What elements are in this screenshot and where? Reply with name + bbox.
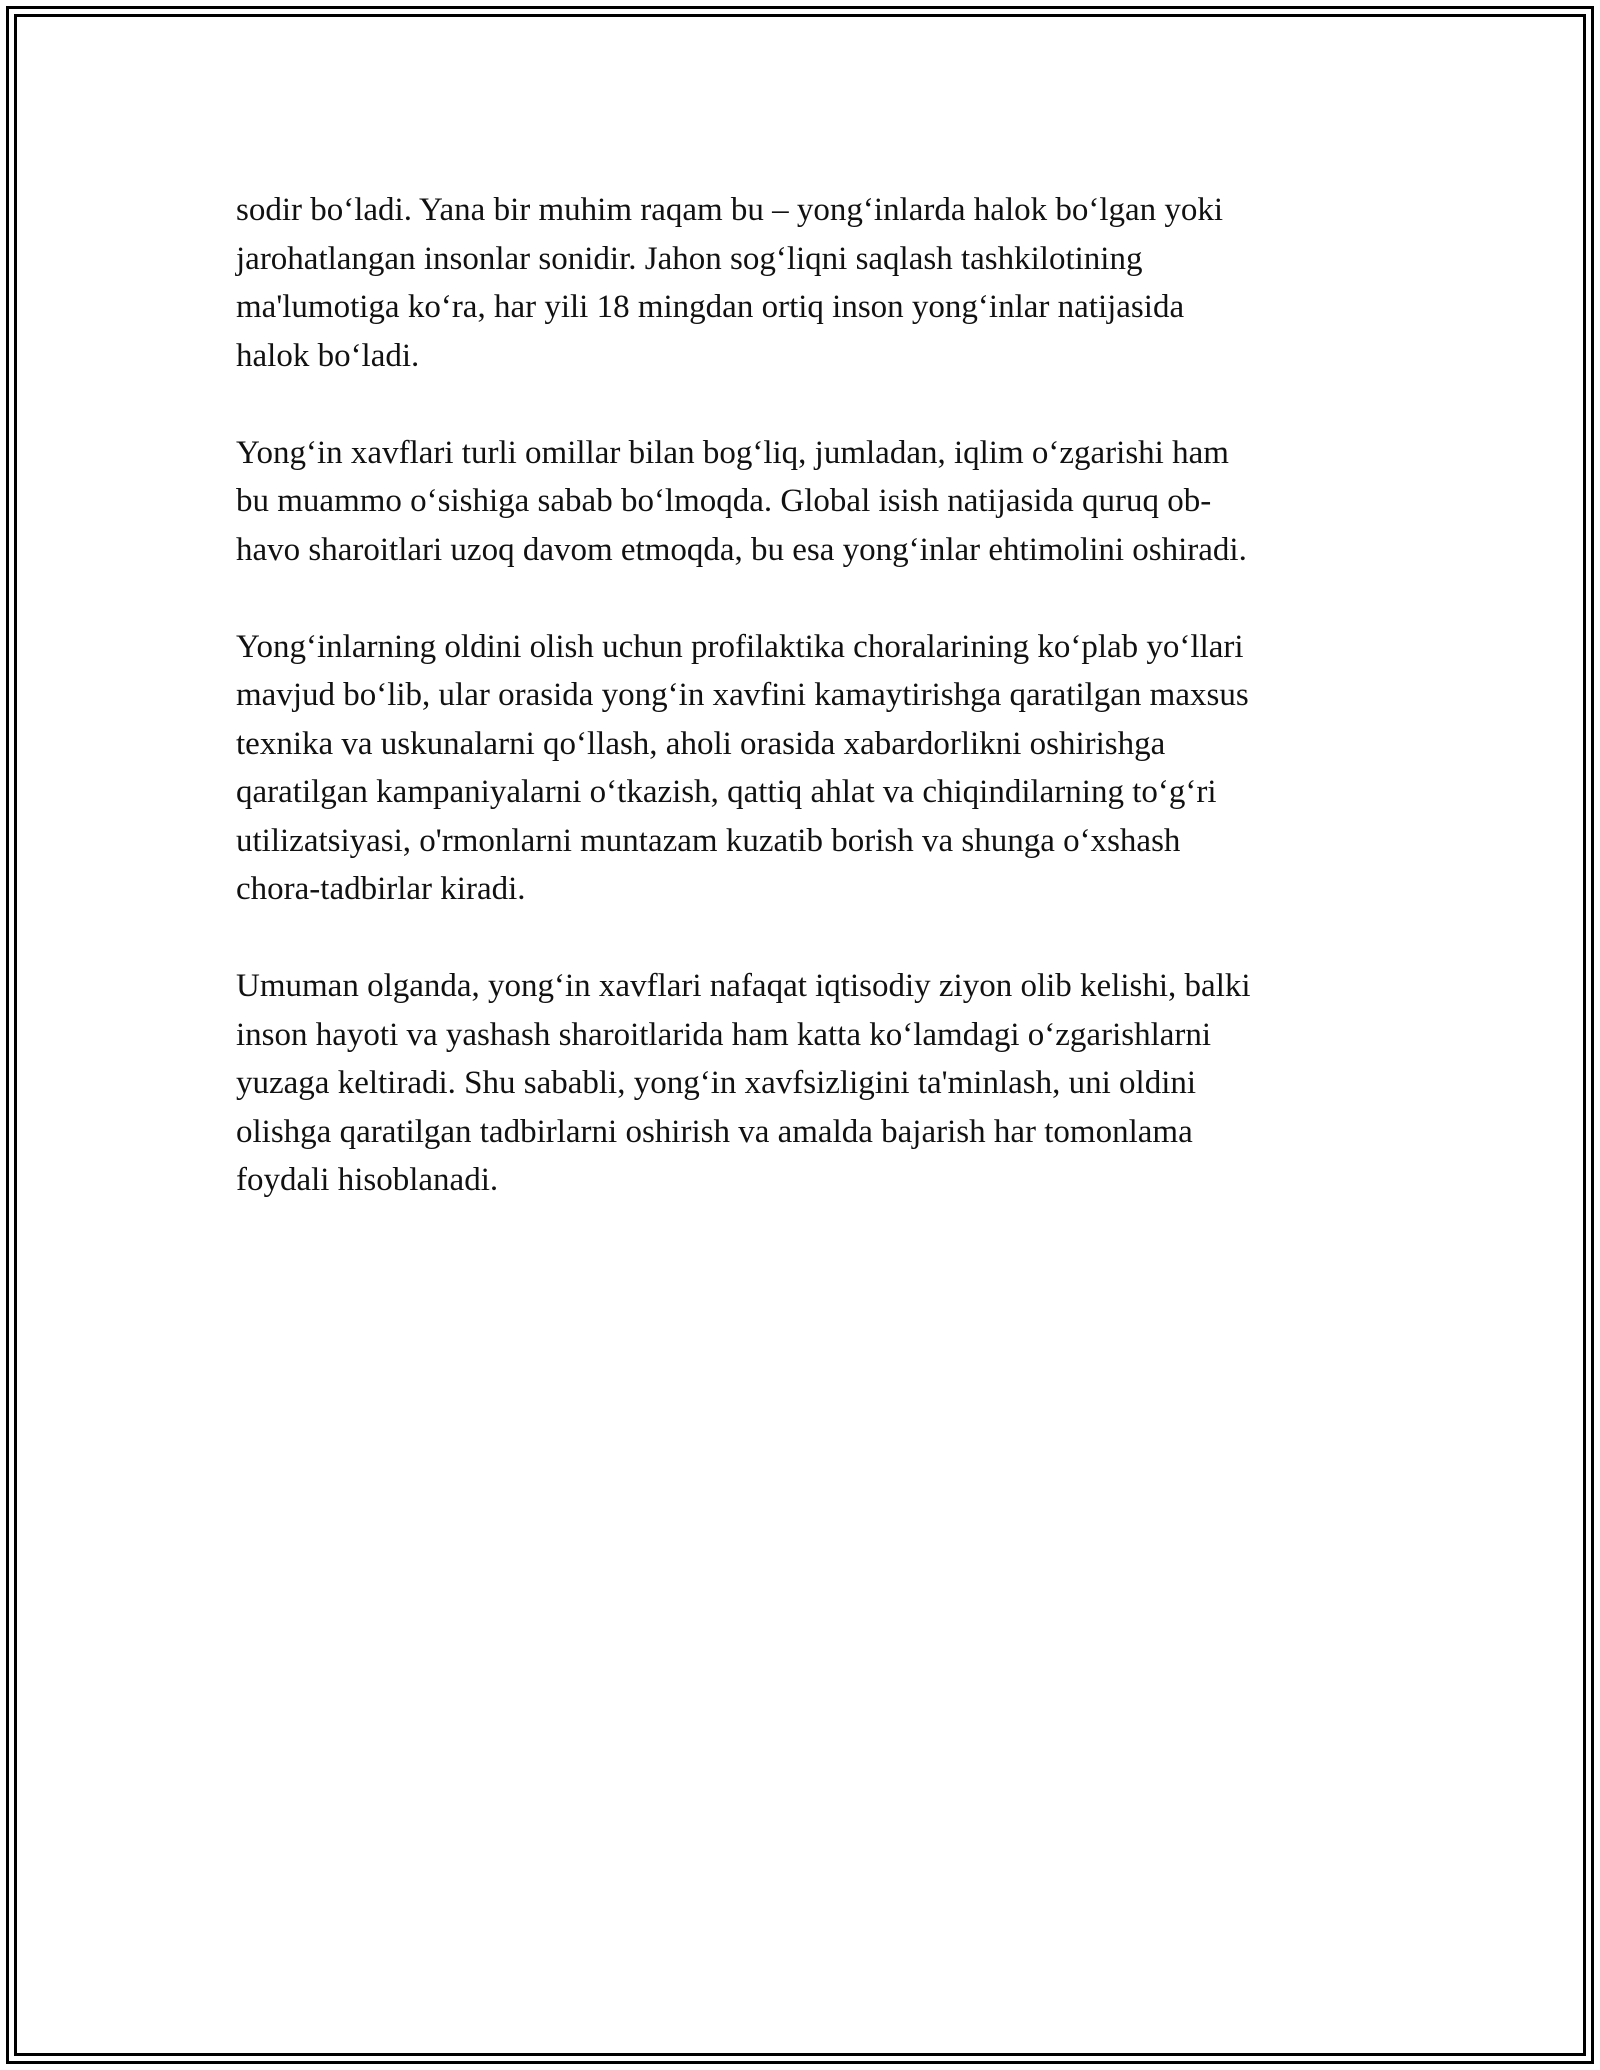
paragraph-1 (236, 186, 1376, 380)
paragraph-line: jarohatlangan insonlar sonidir. Jahon sog‘liqni saqlash tashkilotining (236, 240, 1143, 277)
document-body (236, 186, 1376, 1253)
paragraph-line: Yong‘inlarning oldini olish uchun profilaktika choralarining ko‘plab yo‘llari (236, 628, 1244, 665)
paragraph-line: Umuman olganda, yong‘in xavflari nafaqat iqtisodiy ziyon olib kelishi, balki (236, 968, 1251, 1004)
paragraph-4 (236, 962, 1376, 1205)
paragraph-line: havo sharoitlari uzoq davom etmoqda, bu esa yong‘inlar ehtimolini oshiradi. (236, 531, 1247, 568)
paragraph-line: inson hayoti va yashash sharoitlarida ham katta ko‘lamdagi o‘zgarishlarni (236, 1016, 1212, 1053)
paragraph-3 (236, 623, 1376, 914)
paragraph-line: sodir bo‘ladi. Yana bir muhim raqam bu – yong‘inlarda halok bo‘lgan yoki (236, 192, 1224, 228)
paragraph-2 (236, 429, 1376, 575)
paragraph-line: bu muammo o‘sishiga sabab bo‘lmoqda. Global isish natijasida quruq ob- (236, 483, 1212, 519)
paragraph-line: ma'lumotiga ko‘ra, har yili 18 mingdan ortiq inson yong‘inlar natijasida (236, 289, 1185, 325)
paragraph-line: utilizatsiyasi, o'rmonlarni muntazam kuzatib borish va shunga o‘xshash (236, 822, 1181, 859)
paragraph-line: yuzaga keltiradi. Shu sababli, yong‘in xavfsizligini ta'minlash, uni oldini (236, 1065, 1197, 1101)
paragraph-line: olishga qaratilgan tadbirlarni oshirish va amalda bajarish har tomonlama (236, 1113, 1193, 1150)
paragraph-line: chora-tadbirlar kiradi. (236, 871, 526, 907)
paragraph-line: Yong‘in xavflari turli omillar bilan bog‘liq, jumladan, iqlim o‘zgarishi ham (236, 434, 1229, 471)
paragraph-line: foydali hisoblanadi. (236, 1162, 499, 1198)
paragraph-line: halok bo‘ladi. (236, 337, 420, 374)
paragraph-line: qaratilgan kampaniyalarni o‘tkazish, qattiq ahlat va chiqindilarning to‘g‘ri (236, 774, 1217, 810)
paragraph-line: mavjud bo‘lib, ular orasida yong‘in xavfini kamaytirishga qaratilgan maxsus (236, 677, 1249, 713)
paragraph-line: texnika va uskunalarni qo‘llash, aholi orasida xabardorlikni oshirishga (236, 725, 1166, 762)
